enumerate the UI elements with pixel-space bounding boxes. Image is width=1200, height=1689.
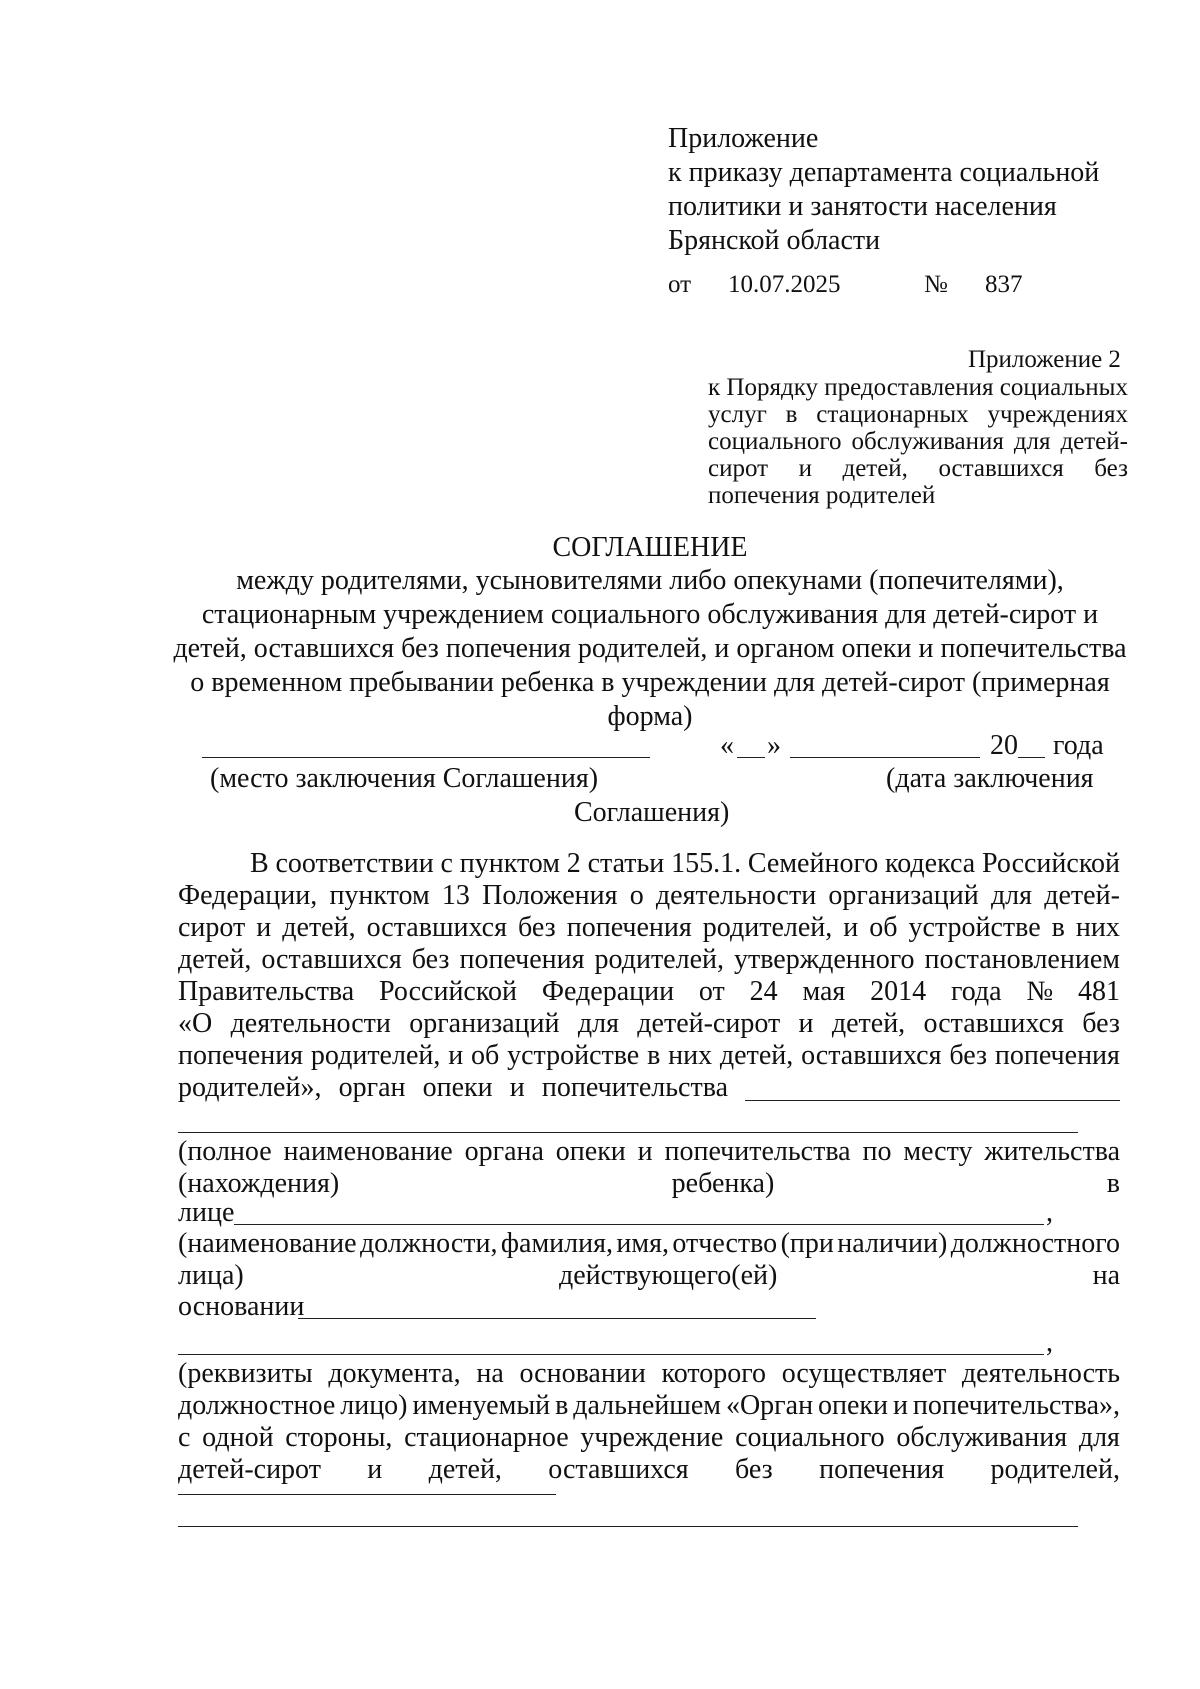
place-caption: (место заключения Соглашения) [210,763,599,794]
word: Федерации, [178,880,318,911]
word: соответствии [275,848,434,879]
word: деятельность [961,1358,1120,1389]
word: органа [464,1136,544,1167]
word: в [1106,1168,1120,1199]
word: для [990,880,1033,911]
word: действующего(ей) [558,1260,778,1291]
year-suffix: года [1053,730,1104,761]
guardian-blank-line-2 [178,1132,1078,1133]
word: деятельности [230,1008,391,1039]
date-caption: Соглашения) [574,797,730,828]
word: и [798,1008,814,1039]
word: с [178,1422,191,1453]
word: без [1082,1008,1120,1039]
word: должностного [950,1228,1120,1259]
date-quote-close: » [767,730,781,761]
appendix2-last-line: попечения родителей [708,482,936,509]
word: и [367,1454,383,1485]
institution-blank-line-2 [178,1526,1078,1527]
word: попечительства [664,1136,851,1167]
word: (реквизиты [178,1358,313,1389]
order-ref-line: Брянской области [668,225,881,256]
word: и [448,1040,464,1071]
word: фамилия, [500,1228,613,1259]
word: попечения [994,1040,1120,1071]
word: детей, [831,1008,906,1039]
word: без [735,1454,773,1485]
word: попечения [819,1454,945,1485]
body-line [178,1072,728,1104]
word: обслуживания [851,428,1004,455]
word: сирот [708,455,769,482]
word: в [647,1040,661,1071]
word: опеки [422,1072,493,1103]
place-blank-line [202,757,650,758]
word: и [798,455,812,482]
word: 24 [749,976,778,1007]
word: Федерации [541,976,675,1007]
institution-blank-line [178,1494,556,1495]
word: без [1094,455,1128,482]
word: детей, [842,455,908,482]
word: 481 [1077,976,1120,1007]
word: пунктом [329,880,430,911]
word: социальных [999,374,1128,401]
word: (наименование [178,1228,357,1259]
word: статьи [587,848,665,879]
word: В [250,848,269,879]
official-caption [178,1228,1120,1260]
word: документа, [328,1358,461,1389]
word: наименование [283,1136,453,1167]
word: детей-сирот [178,1454,321,1485]
word: о [629,880,644,911]
word: организаций [409,1008,560,1039]
doc-caption [178,1358,1120,1390]
word: родителей, [310,1040,441,1071]
guardian-blank-line [745,1100,1120,1101]
appendix2-title: Приложение 2 [968,346,1121,373]
word: и [843,912,859,943]
word: попечительства», [912,1390,1120,1421]
word: устройстве [908,912,1041,943]
word: должности, [359,1228,498,1259]
word: и [637,1136,653,1167]
word: кодекса [885,848,976,879]
word: детей- [1044,880,1120,911]
body-line [178,1008,1120,1040]
word: и [509,1072,525,1103]
appendix2-line [708,428,1128,455]
guardian-caption [178,1168,1120,1200]
word: в [1051,912,1065,943]
word: утвержденного [734,944,915,975]
agreement-title: СОГЛАШЕНИЕ [552,532,748,563]
word: 2 [566,848,581,879]
word: родителей, [990,1454,1120,1485]
word: наличии) [837,1228,948,1259]
body-line [178,1040,1120,1072]
word: лица) [178,1260,244,1291]
order-number-prefix: № [924,271,948,298]
word: учреждениях [987,401,1128,428]
body-line [178,912,1120,944]
word: обслуживания [896,1422,1068,1453]
appendix2-line [708,374,1128,401]
word: для [1078,1422,1120,1453]
word: сирот [178,912,246,943]
word: с [440,848,453,879]
order-number: 837 [985,271,1023,298]
word: опеки [818,1390,889,1421]
basis-comma: , [1046,1327,1053,1358]
word: именуемый [412,1390,551,1421]
word: попечения [566,912,692,943]
word: осуществляет [781,1358,947,1389]
word: без [411,944,450,975]
word: услуг [708,401,767,428]
order-date-prefix: от [668,271,692,298]
word: родителей, [702,912,833,943]
word: одной [202,1422,274,1453]
word: «О [178,1008,213,1039]
word: мая [802,976,846,1007]
guardian-caption [178,1136,1120,1168]
word: детей, [719,1040,794,1071]
word: них [1075,912,1120,943]
body-line [178,880,1120,912]
basis-label: основании [178,1291,305,1322]
doc-caption [178,1422,1120,1454]
word: 13 [441,880,470,911]
basis-blank-line [298,1318,816,1319]
word: попечения [178,1040,304,1071]
word: в [555,1390,569,1421]
word: постановлением [924,944,1120,975]
word: об [471,1040,500,1071]
word: Положения [482,880,618,911]
word: 155.1. [671,848,742,879]
word: орган [338,1072,406,1103]
word: «Орган [725,1390,814,1421]
word: оставшихся [548,1454,689,1485]
body-line [178,944,1120,976]
order-ref-line: к приказу департамента социальной [668,157,1100,188]
word: об [869,912,898,943]
word: без [518,912,556,943]
word: стационарных [816,401,969,428]
word: к [708,374,721,401]
body-line [178,976,1120,1008]
word: от [698,976,725,1007]
word: детей-сирот [637,1008,781,1039]
word: социального [735,1422,885,1453]
word: социального [708,428,842,455]
body-line [250,848,1120,880]
word: деятельности [655,880,817,911]
appendix2-line [708,401,1128,428]
agreement-subtitle-line: детей, оставшихся без попечения родителей, и органом опеки и попечительства [173,633,1127,664]
word: на [1092,1260,1120,1291]
official-caption [178,1260,1120,1292]
word: оставшихся [366,912,507,943]
word: оставшихся [923,1008,1064,1039]
order-date: 10.07.2025 [728,271,841,298]
word: ребенка) [671,1168,775,1199]
word: предоставления [824,374,994,401]
word: учреждение [580,1422,724,1453]
word: Российской [982,848,1120,879]
word: (при [780,1228,834,1259]
word: № [1026,976,1054,1007]
word: жительства [984,1136,1120,1167]
word: стороны, [285,1422,393,1453]
word: оставшихся [261,944,402,975]
order-appendix-label: Приложение [668,123,819,154]
word: детей, [428,1454,502,1485]
face-comma: , [1046,1197,1053,1228]
word: месту [903,1136,973,1167]
word: устройстве [507,1040,640,1071]
word: детей- [1060,428,1128,455]
agreement-subtitle-line: стационарным учреждением социального обслуживания для детей-сирот и [201,599,1099,630]
word: оставшихся [938,455,1064,482]
word: пунктом [459,848,560,879]
year-blank-line [1018,757,1045,758]
word: лицо) [340,1390,408,1421]
word: и [256,912,272,943]
date-quote-open: « [720,730,734,761]
word: стационарное [404,1422,569,1453]
face-label: лице [178,1197,235,1228]
word: для [577,1008,619,1039]
word: по [862,1136,892,1167]
word: (нахождения) [178,1168,340,1199]
year-prefix: 20 [990,730,1018,761]
word: попечения [459,944,585,975]
day-blank-line [737,757,765,758]
month-blank-line [790,757,980,758]
word: детей, [178,944,252,975]
word: имя, [616,1228,669,1259]
word: организаций [828,880,979,911]
word: оставшихся [801,1040,942,1071]
word: на [476,1358,504,1389]
word: дальнейшем [573,1390,722,1421]
basis-blank-line-2 [178,1354,1044,1355]
word: должностное [178,1390,336,1421]
word: которого [661,1358,766,1389]
word: опеки [555,1136,626,1167]
word: без [949,1040,988,1071]
word: 2014 [870,976,927,1007]
word: и [892,1390,908,1421]
agreement-subtitle-line: форма) [607,701,693,732]
word: детей, [282,912,356,943]
agreement-subtitle-line: о временном пребывании ребенка в учреждении для детей-сирот (примерная [190,667,1110,698]
word: в [785,401,798,428]
doc-caption [178,1454,1120,1486]
word: родителей, [594,944,724,975]
word: попечительства [541,1072,728,1103]
word: для [1013,428,1051,455]
face-blank-line [234,1224,1044,1225]
word: родителей», [178,1072,322,1103]
word: Российской [379,976,518,1007]
date-caption: (дата заключения [886,763,1094,794]
word: года [950,976,1002,1007]
word: Семейного [747,848,879,879]
appendix2-line [708,455,1128,482]
word: Порядку [726,374,818,401]
agreement-subtitle-line: между родителями, усыновителями либо опекунами (попечителями), [236,565,1064,596]
doc-caption [178,1390,1120,1422]
order-ref-line: политики и занятости населения [668,191,1057,222]
word: Правительства [178,976,355,1007]
word: отчество [672,1228,778,1259]
word: них [668,1040,713,1071]
word: (полное [178,1136,272,1167]
word: основании [519,1358,646,1389]
